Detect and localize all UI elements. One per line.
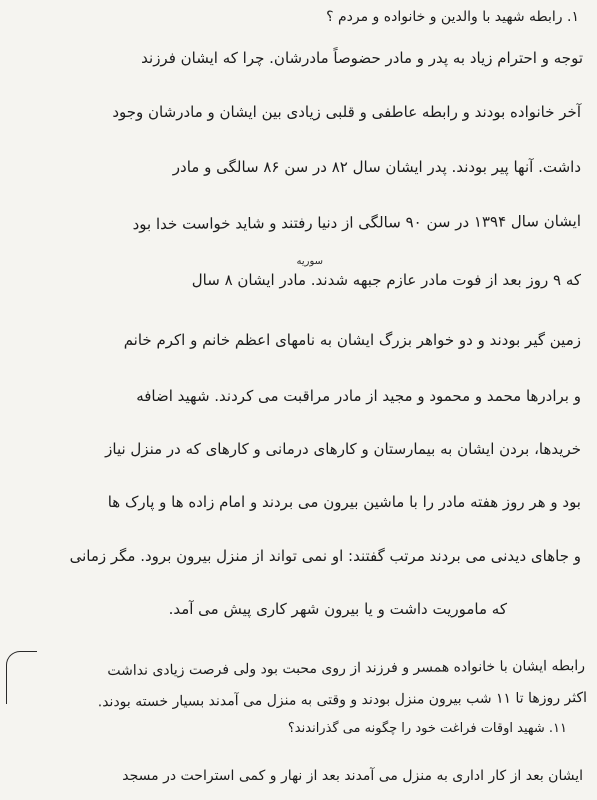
text-line: و برادرها محمد و محمود و مجید از مادر مراقبت می کردند. شهید اضافه: [136, 387, 581, 405]
text-line: ایشان بعد از کار اداری به منزل می آمدند بعد از نهار و کمی استراحت در مسجد: [122, 768, 583, 784]
text-line: ایشان سال ۱۳۹۴ در سن ۹۰ سالگی از دنیا رفتند و شاید خواست خدا بود: [132, 212, 582, 234]
text-line: بود و هر روز هفته مادر را با ماشین بیرون می بردند و امام زاده ها و پارک ها: [107, 493, 581, 511]
text-line: رابطه ایشان با خانواده همسر و فرزند از روی محبت بود ولی فرصت زیادی نداشت: [107, 658, 586, 680]
text-line: خریدها، بردن ایشان به بیمارستان و کارهای درمانی و کارهای که در منزل نیاز: [105, 440, 581, 458]
text-line: توجه و احترام زیاد به پدر و مادر حضوصاً مادرشان. چرا که ایشان فرزند: [141, 49, 583, 67]
text-line: زمین گیر بودند و دو خواهر بزرگ ایشان به نامهای اعظم خانم و اکرم خانم: [123, 331, 581, 349]
text-line: که ۹ روز بعد از فوت مادر عازم جبهه شدند. مادر ایشان ۸ سال: [191, 271, 581, 289]
text-line: داشت. آنها پیر بودند. پدر ایشان سال ۸۲ در سن ۸۶ سالگی و مادر: [172, 158, 581, 176]
text-line: آخر خانواده بودند و رابطه عاطفی و قلبی زیادی بین ایشان و مادرشان وجود: [112, 103, 581, 121]
text-line: اکثر روزها تا ۱۱ شب بیرون منزل بودند و وقتی به منزل می آمدند بسیار خسته بودند.: [97, 690, 588, 711]
text-line: ۱. رابطه شهید با والدین و خانواده و مردم ؟: [326, 9, 579, 25]
text-line: و جاهای دیدنی می بردند مرتب گفتند: او نمی تواند از منزل بیرون برود. مگر زمانی: [69, 547, 581, 565]
text-line: ۱۱. شهید اوقات فراغت خود را چگونه می گذراندند؟: [287, 721, 567, 736]
inline-correction: سوریه: [296, 256, 323, 267]
text-line: که ماموریت داشت و یا بیرون شهر کاری پیش می آمد.: [168, 600, 507, 618]
